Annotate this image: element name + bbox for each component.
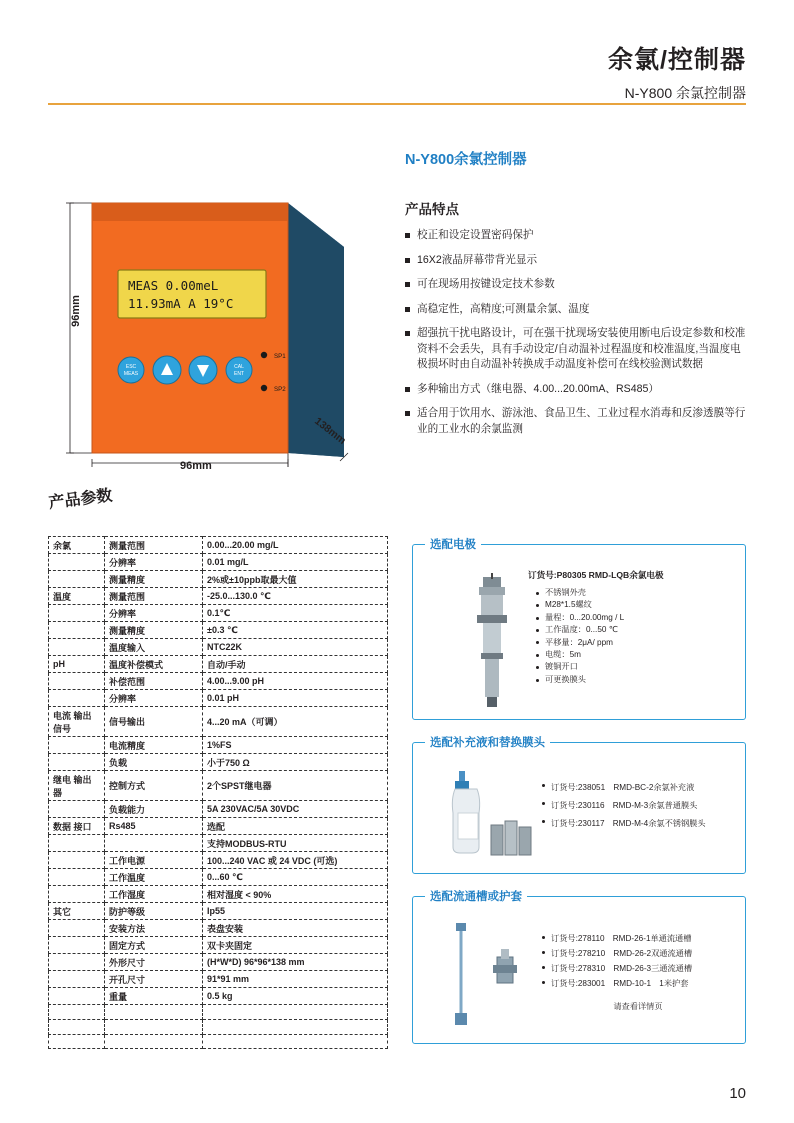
table-row [49,988,388,1005]
spec-group [49,1019,105,1034]
table-row [49,754,388,771]
option-electrode-box [412,539,746,720]
spec-group [49,801,105,818]
dim-depth-label: 138mm [312,415,349,447]
sp2-label: SP2 [274,386,286,393]
list-item: 订货号:278110 RMD-26-1单通流通槽 [541,931,741,946]
cal-key-label: CAL [234,364,244,370]
table-row [49,920,388,937]
feature-item [405,253,750,269]
option-electrode-order: 订货号:P80305 RMD-LQB余氯电极 [528,570,664,580]
sp1-led-icon [261,352,267,358]
table-row [49,771,388,801]
spec-group [49,835,105,852]
spec-label: 温度输入 [105,639,203,656]
spec-label: 开孔尺寸 [105,971,203,988]
product-name: N-Y800余氯控制器 [405,152,527,168]
spec-group [49,954,105,971]
table-row [49,903,388,920]
flow-cell-image [441,921,537,1031]
list-item: 订货号:283001 RMD-10-1 1米护套 [541,976,741,991]
bullet-icon [405,387,410,392]
spec-value: 4.00...9.00 pH [203,673,388,690]
list-item: M28*1.5螺纹 [535,599,735,611]
spec-label: 测量精度 [105,571,203,588]
spec-group [49,571,105,588]
spec-value [203,1005,388,1020]
spec-value: -25.0...130.0 ℃ [203,588,388,605]
feature-item [405,382,750,398]
spec-table-body [49,537,388,1049]
list-item: 订货号:278210 RMD-26-2双通流通槽 [541,946,741,961]
spec-group [49,937,105,954]
spec-value: 0.1℃ [203,605,388,622]
spec-group [49,690,105,707]
spec-group: 数据 接口 [49,818,105,835]
esc-key-label: ESC [125,364,137,370]
dim-width-label: 96mm [180,460,212,472]
page-number: 10 [729,1085,746,1102]
spec-group [49,737,105,754]
spec-group: 电流 输出信号 [49,707,105,737]
spec-group [49,622,105,639]
spec-value: 小于750 Ω [203,754,388,771]
spec-label: 测量范围 [105,588,203,605]
spec-label: 负载 [105,754,203,771]
table-row [49,639,388,656]
table-row [49,690,388,707]
spec-label: 测量精度 [105,622,203,639]
spec-label: 安装方法 [105,920,203,937]
feature-text: 可在现场用按键设定技术参数 [417,278,555,290]
list-item: 订货号:278310 RMD-26-3三通流通槽 [541,961,741,976]
spec-value: 2%或±10ppb取最大值 [203,571,388,588]
spec-value: 0...60 ℃ [203,869,388,886]
list-item: 工作温度：0...50 ℃ [535,624,735,636]
table-row [49,801,388,818]
list-item: 订货号:230116 RMD-M-3余氯普通膜头 [541,797,741,815]
bullet-icon [405,331,410,336]
list-item: 平移量：2μA/ ppm [535,637,735,649]
spec-group [49,754,105,771]
table-row [49,869,388,886]
spec-value: 2个SPST继电器 [203,771,388,801]
feature-item [405,326,750,373]
table-row [49,1005,388,1020]
table-row [49,673,388,690]
option-electrode-title: 选配电极 [425,536,481,552]
electrode-image [459,573,525,713]
spec-label [105,1019,203,1034]
table-row [49,656,388,673]
ent-key-label: ENT [234,371,244,377]
spec-group: 余氯 [49,537,105,554]
spec-group [49,971,105,988]
device-illustration [48,185,388,485]
feature-item [405,277,750,293]
spec-value [203,1019,388,1034]
spec-value: 5A 230VAC/5A 30VDC [203,801,388,818]
spec-label: 工作湿度 [105,886,203,903]
feature-text: 多种输出方式（继电器、4.00...20.00mA、RS485） [417,382,659,395]
list-item: 量程：0...20.00mg / L [535,612,735,624]
option-electrode-specs [535,587,735,686]
feature-text: 16X2液晶屏幕带背光显示 [417,253,538,266]
spec-group [49,639,105,656]
option-fill-box [412,737,746,874]
spec-label: 工作电源 [105,852,203,869]
spec-label: 分辨率 [105,554,203,571]
spec-value: 100...240 VAC 或 24 VDC (可选) [203,852,388,869]
spec-value: Ip55 [203,903,388,920]
table-row [49,537,388,554]
spec-value: 1%FS [203,737,388,754]
spec-value: 0.00...20.00 mg/L [203,537,388,554]
table-row [49,1019,388,1034]
spec-group [49,673,105,690]
spec-value: 0.01 mg/L [203,554,388,571]
document-header [608,40,746,103]
dim-height-label: 96mm [69,295,82,327]
spec-group [49,852,105,869]
feature-text: 校正和设定设置密码保护 [417,229,534,241]
bullet-icon [405,307,410,312]
spec-value: 4...20 mA（可调） [203,707,388,737]
spec-label [105,1005,203,1020]
spec-label: 控制方式 [105,771,203,801]
spec-group: 其它 [49,903,105,920]
table-row [49,852,388,869]
meas-key-label: MEAS [123,371,139,377]
option-flow-note: 请查看详情页 [613,1002,663,1011]
spec-label: 补偿范围 [105,673,203,690]
spec-label: 测量范围 [105,537,203,554]
spec-group [49,886,105,903]
spec-value: 选配 [203,818,388,835]
list-item: 电缆：5m [535,649,735,661]
spec-value: 0.5 kg [203,988,388,1005]
spec-value: 91*91 mm [203,971,388,988]
lcd-line-1: MEAS 0.00meL [128,278,219,293]
spec-label: 温度补偿模式 [105,656,203,673]
feature-item [405,228,750,244]
spec-label: 信号输出 [105,707,203,737]
page-subtitle: N-Y800 余氯控制器 [624,85,746,101]
table-row [49,886,388,903]
spec-label [105,1034,203,1049]
spec-group [49,988,105,1005]
option-fill-items [541,779,741,833]
feature-text: 高稳定性，高精度;可测量余氯、温度 [417,302,590,315]
spec-value: ±0.3 ℃ [203,622,388,639]
spec-label [105,835,203,852]
bullet-icon [405,411,410,416]
spec-value: 表盘安装 [203,920,388,937]
spec-group: 温度 [49,588,105,605]
list-item: 订货号:238051 RMD-BC-2余氯补充液 [541,779,741,797]
option-flow-box [412,891,746,1044]
spec-group [49,869,105,886]
features-list [405,228,750,446]
spec-value: 双卡夹固定 [203,937,388,954]
spec-group [49,920,105,937]
sp1-label: SP1 [274,353,286,360]
spec-label: 工作温度 [105,869,203,886]
spec-label: 外形尺寸 [105,954,203,971]
spec-value: 相对湿度 < 90% [203,886,388,903]
spec-value: 自动/手动 [203,656,388,673]
lcd-line-2: 11.93mA A 19°C [128,296,234,311]
spec-group [49,605,105,622]
feature-text: 超强抗干扰电路设计，可在强干扰现场安装使用断电后设定参数和校准资料不会丢失，具有手动设定/自动温补过程温度和校准温度,当温度电极损坏时由自动温补转换成手动温度补偿可在线校验测试数据 [417,327,746,370]
spec-value: 支持MODBUS-RTU [203,835,388,852]
list-item: 订货号:230117 RMD-M-4余氯不锈钢膜头 [541,815,741,833]
features-heading: 产品特点 [405,202,459,217]
table-row [49,622,388,639]
sp2-led-icon [261,385,267,391]
table-row [49,937,388,954]
list-item: 可更换膜头 [535,674,735,686]
spec-label: 重量 [105,988,203,1005]
table-row [49,737,388,754]
table-row [49,571,388,588]
option-flow-title: 选配流通槽或护套 [425,888,527,904]
bullet-icon [405,233,410,238]
spec-value: (H*W*D) 96*96*138 mm [203,954,388,971]
table-row [49,707,388,737]
header-divider [48,103,746,105]
spec-group [49,1005,105,1020]
feature-item [405,302,750,318]
spec-group [49,554,105,571]
feature-item [405,406,750,437]
spec-value [203,1034,388,1049]
bullet-icon [405,258,410,263]
table-row [49,971,388,988]
option-flow-items [541,931,741,991]
spec-label: Rs485 [105,818,203,835]
table-row [49,554,388,571]
spec-label: 分辨率 [105,690,203,707]
spec-group: 继电 输出器 [49,771,105,801]
option-fill-title: 选配补充液和替换膜头 [425,734,550,750]
spec-group [49,1034,105,1049]
list-item: 镀铜开口 [535,661,735,673]
spec-label: 固定方式 [105,937,203,954]
spec-label: 防护等级 [105,903,203,920]
spec-table [48,536,388,1049]
spec-label: 负载能力 [105,801,203,818]
spec-label: 分辨率 [105,605,203,622]
table-row [49,818,388,835]
spec-label: 电流精度 [105,737,203,754]
spec-value: NTC22K [203,639,388,656]
feature-text: 适合用于饮用水、游泳池、食品卫生、工业过程水消毒和反渗透膜等行业的工业水的余氯监测 [417,407,746,435]
spec-group: pH [49,656,105,673]
table-row [49,588,388,605]
fill-solution-image [441,765,537,865]
table-row [49,835,388,852]
params-heading: 产品参数 [47,487,114,513]
page-title: 余氯/控制器 [608,46,746,74]
table-row [49,954,388,971]
spec-value: 0.01 pH [203,690,388,707]
bullet-icon [405,282,410,287]
table-row [49,1034,388,1049]
table-row [49,605,388,622]
list-item: 不锈钢外壳 [535,587,735,599]
